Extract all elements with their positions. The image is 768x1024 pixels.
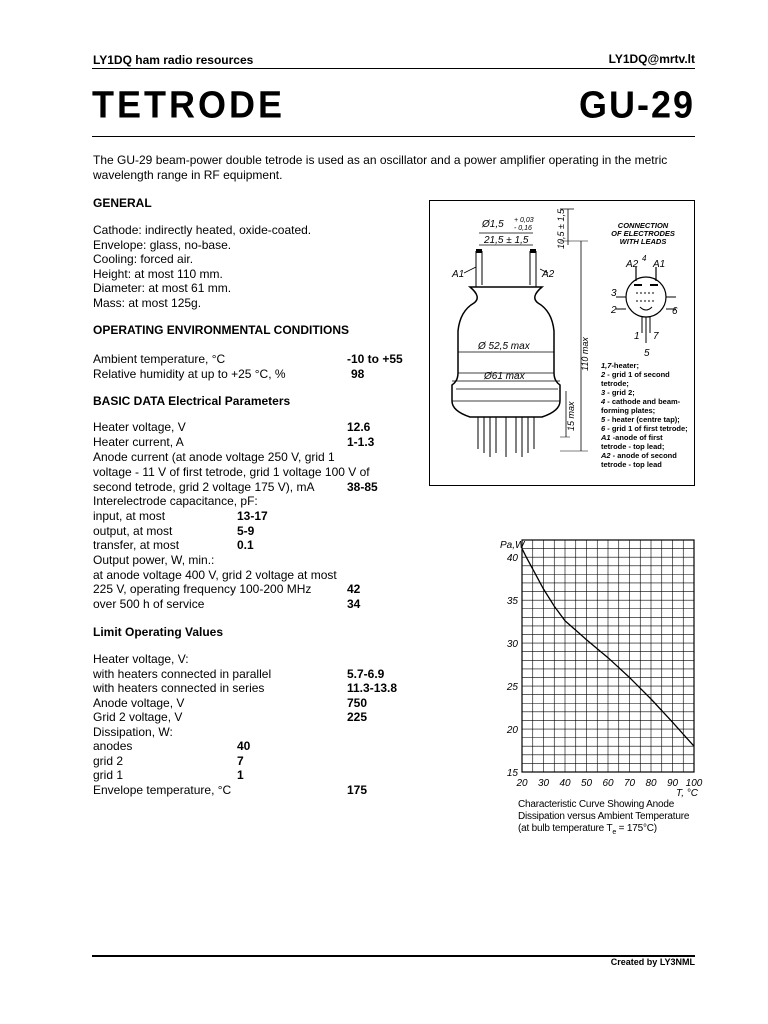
limit-label: Dissipation, W:	[93, 725, 173, 739]
x-tick-label: 30	[537, 778, 550, 789]
contact-email[interactable]: LY1DQ@mrtv.lt	[608, 52, 695, 66]
y-tick-label: 20	[506, 725, 518, 737]
y-tick-label: 15	[506, 768, 518, 779]
label-a1: A1	[452, 269, 465, 280]
env-label: Relative humidity at up to +25 °C, %	[93, 367, 286, 381]
pin-1: 1	[634, 331, 640, 342]
chart-caption	[518, 799, 708, 839]
param-label: at anode voltage 400 V, grid 2 voltage at most	[93, 568, 337, 582]
legend-text: -anode of first	[610, 433, 663, 442]
x-tick-label: 70	[623, 778, 636, 789]
svg-text:1,7-heater;	[601, 361, 639, 370]
legend-text: - anode of second	[610, 451, 677, 460]
pin-7: 7	[653, 331, 659, 342]
param-value: 1-1.3	[347, 435, 375, 449]
label-a2: A2	[542, 269, 555, 280]
legend-text: tetrode - top lead	[601, 460, 662, 469]
svg-text:3 - grid 2;	[601, 388, 635, 397]
caption-line: Characteristic Curve Showing Anode	[518, 799, 675, 810]
dim-base-dia: Ø61 max	[484, 371, 525, 382]
limit-value: 225	[347, 710, 368, 724]
legend-num: 2	[601, 370, 606, 379]
param-label: Anode current (at anode voltage 250 V, grid 1	[93, 450, 335, 464]
param-label: Heater voltage, V	[93, 420, 186, 434]
svg-text:A2 - anode of second	[600, 451, 677, 460]
limit-label: Anode voltage, V	[93, 696, 185, 710]
param-label: output, at most	[93, 524, 173, 538]
legend-num: 4	[601, 397, 606, 406]
x-tick-label: 100	[685, 778, 703, 789]
y-tick-label: 30	[506, 639, 518, 651]
caption-text: = 175°C)	[616, 823, 657, 834]
limit-label: Grid 2 voltage, V	[93, 710, 183, 724]
param-value: 34	[347, 597, 361, 611]
svg-text:tetrode - top lead	[601, 460, 662, 469]
legend-num: A1	[601, 433, 611, 442]
caption-text: (at bulb temperature T	[518, 823, 613, 834]
limit-label: with heaters connected in series	[93, 681, 265, 695]
x-tick-label: 20	[516, 778, 528, 789]
limit-label: with heaters connected in parallel	[93, 667, 272, 681]
general-line: Height: at most 110 mm.	[93, 267, 223, 281]
param-label: second tetrode, grid 2 voltage 175 V), mA	[93, 480, 315, 494]
limit-value: 5.7-6.9	[347, 667, 385, 681]
x-axis-label: T, °C	[676, 788, 698, 799]
section-general-title: GENERAL	[93, 196, 152, 210]
section-limits-title: Limit Operating Values	[93, 625, 224, 639]
general-line: Mass: at most 125g.	[93, 296, 202, 310]
limit-label: anodes	[93, 739, 133, 753]
limit-label: Heater voltage, V:	[93, 652, 189, 666]
y-tick-label: 25	[506, 682, 518, 694]
section-environment-title: OPERATING ENVIRONMENTAL CONDITIONS	[93, 323, 350, 337]
legend-num: 6	[601, 424, 606, 433]
intro-paragraph: The GU-29 beam-power double tetrode is used as an oscillator and a power amplifier operating in the metric wavelength range in RF equipment.	[93, 153, 668, 182]
legend-text: - grid 1 of first tetrode;	[605, 424, 688, 433]
connection-title-2: OF ELECTRODES	[611, 229, 675, 238]
limit-label: grid 2	[93, 754, 124, 768]
footer-rule	[92, 955, 695, 957]
env-value: 98	[351, 367, 365, 381]
dim-base-height: 15 max	[566, 401, 576, 431]
dim-pin-dia: Ø1,5	[482, 219, 504, 230]
svg-text:2 - grid 1 of second	[600, 370, 670, 379]
param-label: voltage - 11 V of first tetrode, grid 1 voltage 100 V of	[93, 465, 370, 479]
limit-label: Envelope temperature, °C	[93, 783, 232, 797]
param-label: over 500 h of service	[93, 597, 205, 611]
y-axis-label: Pa,W	[500, 540, 525, 551]
env-label: Ambient temperature, °C	[93, 352, 226, 366]
pin-4: 4	[642, 254, 647, 263]
param-label: Heater current, A	[93, 435, 184, 449]
tube-model: GU-29	[578, 82, 695, 126]
dim-body-dia: Ø 52,5 max	[478, 341, 530, 352]
x-tick-label: 60	[602, 778, 614, 789]
param-value: 42	[347, 582, 361, 596]
pin-a1: A1	[653, 259, 666, 270]
limit-value: 11.3-13.8	[347, 681, 398, 695]
y-tick-label: 35	[506, 596, 518, 608]
svg-text:forming plates;	[601, 406, 655, 415]
param-value: 5-9	[237, 524, 255, 538]
legend-text: forming plates;	[601, 406, 656, 415]
legend-text: tetrode;	[601, 379, 629, 388]
pin-a2: A2	[626, 259, 639, 270]
limit-label: grid 1	[93, 768, 124, 782]
x-tick-label: 50	[580, 778, 593, 789]
param-label: 225 V, operating frequency 100-200 MHz	[93, 582, 312, 596]
y-tick-label: 40	[506, 553, 518, 565]
x-tick-label: 80	[645, 778, 657, 789]
legend-num: A2	[601, 451, 611, 460]
legend-num: 1,7	[601, 361, 612, 370]
caption-line	[518, 823, 708, 839]
limit-value: 175	[347, 783, 368, 797]
param-value: 0.1	[237, 538, 254, 552]
dissipation-chart-svg	[494, 534, 703, 799]
legend-text: - cathode and beam-	[605, 397, 681, 406]
tube-diagram-box	[429, 200, 695, 486]
pin-schematic	[616, 267, 676, 343]
top-rule	[92, 68, 695, 69]
svg-text:tetrode - top lead;	[601, 442, 664, 451]
svg-text:5 - heater (centre tap);	[601, 415, 680, 424]
param-value: 13-17	[237, 509, 268, 523]
pin-legend	[600, 361, 688, 469]
dim-pin-len: 10,5 ± 1,5	[556, 209, 566, 249]
dim-pin-dia-tol-dn: - 0,16	[514, 225, 532, 232]
section-basic-title: BASIC DATA Electrical Parameters	[93, 394, 291, 408]
legend-text: tetrode - top lead;	[601, 442, 665, 451]
general-line: Cathode: indirectly heated, oxide-coated.	[93, 223, 312, 237]
param-label: transfer, at most	[93, 538, 180, 552]
legend-num: 3	[601, 388, 606, 397]
param-label: input, at most	[93, 509, 166, 523]
param-label: Interelectrode capacitance, pF:	[93, 494, 258, 508]
param-label: Output power, W, min.:	[93, 553, 215, 567]
pin-2: 2	[611, 305, 617, 316]
general-line: Diameter: at most 61 mm.	[93, 281, 232, 295]
pin-3: 3	[611, 288, 617, 299]
pin-6: 6	[672, 306, 678, 317]
title-rule	[92, 136, 695, 137]
dim-pin-dia-tol-up: + 0,03	[514, 217, 534, 224]
limit-value: 40	[237, 739, 251, 753]
dissipation-chart	[494, 534, 703, 799]
dim-lead-span: 21,5 ± 1,5	[484, 235, 529, 246]
dim-height: 110 max	[580, 337, 590, 371]
limit-value: 7	[237, 754, 244, 768]
general-line: Envelope: glass, no-base.	[93, 238, 232, 252]
caption-line: Dissipation versus Ambient Temperature	[518, 811, 690, 822]
limit-value: 1	[237, 768, 244, 782]
x-tick-label: 40	[559, 778, 571, 789]
site-name: LY1DQ ham radio resources	[93, 53, 254, 67]
page-title: TETRODE	[92, 82, 286, 126]
legend-text: - grid 1 of second	[605, 370, 670, 379]
legend-text: - heater (centre tap);	[605, 415, 680, 424]
tube-diagram	[430, 201, 696, 487]
general-line: Cooling: forced air.	[93, 252, 194, 266]
svg-text:tetrode;	[601, 379, 629, 388]
connection-title-1: CONNECTION	[617, 221, 669, 230]
svg-text:A1 -anode of first	[600, 433, 663, 442]
connection-title-3: WITH LEADS	[619, 237, 667, 246]
limit-value: 750	[347, 696, 368, 710]
caption-subscript: e	[612, 829, 617, 836]
footer-credit: Created by LY3NML	[610, 957, 695, 967]
env-value: -10 to +55	[347, 352, 403, 366]
param-value: 38-85	[347, 480, 378, 494]
x-tick-label: 90	[666, 778, 679, 789]
legend-text: -heater;	[611, 361, 639, 370]
legend-num: 5	[601, 415, 606, 424]
svg-text:4 - cathode and beam-	[600, 397, 681, 406]
legend-text: - grid 2;	[605, 388, 635, 397]
pin-5: 5	[644, 348, 650, 359]
svg-text:6 - grid 1 of first tetrode;	[601, 424, 688, 433]
param-value: 12.6	[347, 420, 371, 434]
